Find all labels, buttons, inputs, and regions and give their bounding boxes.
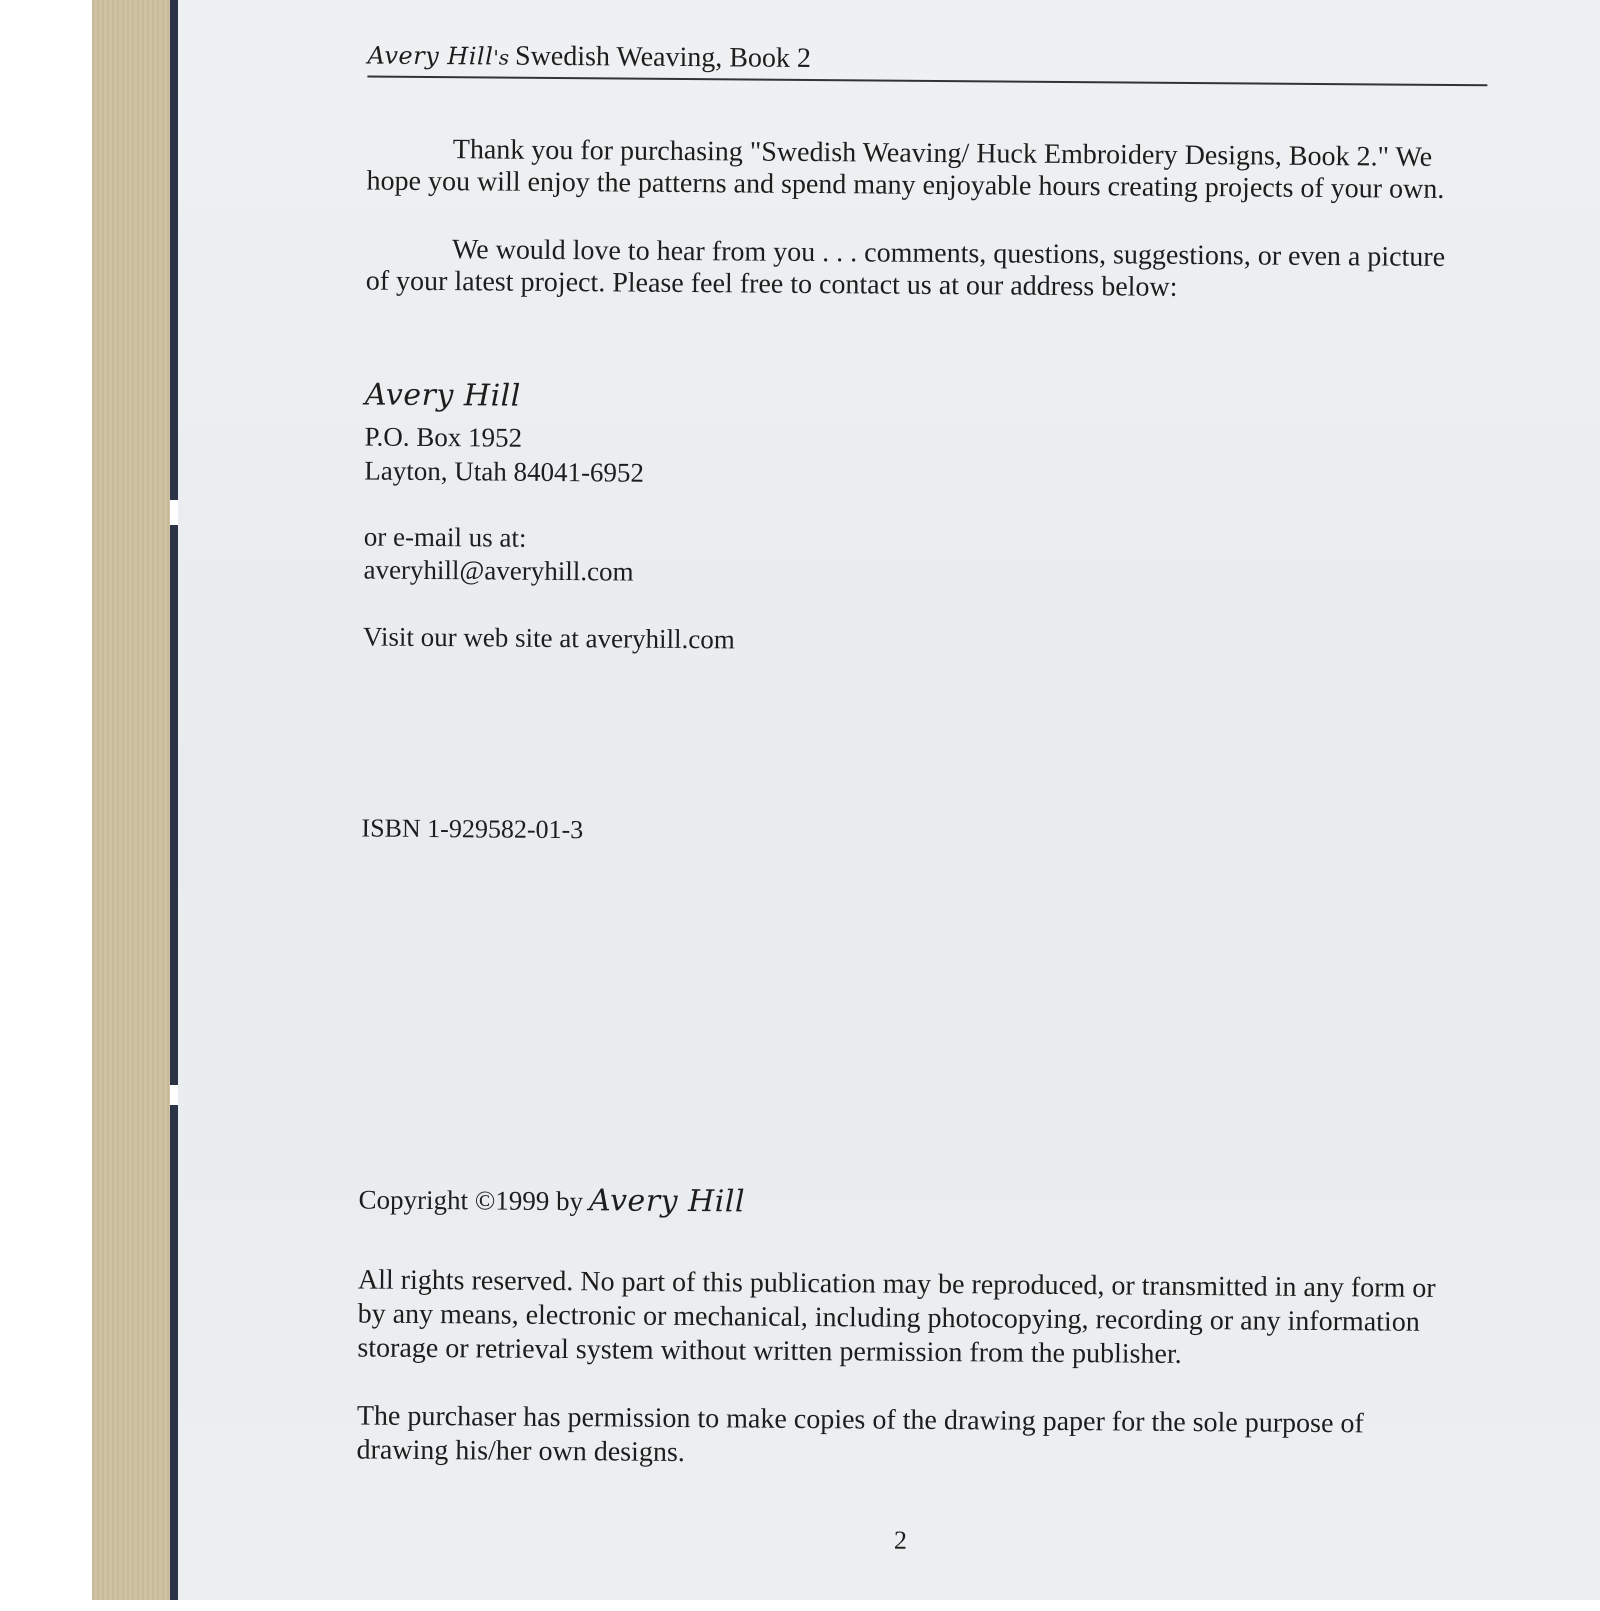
purchaser-note: The purchaser has permission to make copies of the drawing paper for the sole purpose of drawing his/her own designs.	[356, 1400, 1364, 1469]
paragraph-indent	[367, 157, 453, 158]
header-brand-script: Avery Hill	[367, 41, 494, 71]
copyright-text: Copyright ©1999 by	[358, 1184, 584, 1217]
page-number: 2	[893, 1525, 908, 1555]
paragraph-indent	[366, 257, 452, 258]
address-line-1: P.O. Box 1952	[364, 421, 523, 453]
page-content	[165, 0, 1600, 1611]
email-address: averyhill@averyhill.com	[363, 554, 634, 587]
header-title: Swedish Weaving, Book 2	[514, 40, 812, 74]
address-name-script: Avery Hill	[364, 377, 521, 414]
thank-you-paragraph	[366, 133, 1466, 206]
running-header	[367, 39, 1487, 86]
address-line-2: Layton, Utah 84041-6952	[364, 455, 645, 488]
thank-you-text: Thank you for purchasing "Swedish Weaving/ Huck Embroidery Designs, Book 2." We hope you will enjoy the patterns and spend many enjoyable hours creating projects of your own.	[366, 134, 1445, 205]
email-label: or e-mail us at:	[363, 521, 527, 553]
copyright-line	[358, 1181, 745, 1219]
copyright-name-script: Avery Hill	[588, 1183, 746, 1220]
header-brand-suffix: 's	[493, 45, 510, 70]
photo-background	[0, 0, 92, 1600]
rights-paragraph: All rights reserved. No part of this publication may be reproduced, or transmitted in any form or by any means, electronic or mechanical, including photocopying, recording or any information storage or retrieval system without written permission from the publisher.	[357, 1264, 1436, 1370]
isbn: ISBN 1-929582-01-3	[361, 813, 584, 845]
website-line: Visit our web site at averyhill.com	[362, 621, 735, 655]
contact-invite-text: We would love to hear from you . . . comments, questions, suggestions, or even a picture of your latest project. Please feel free to contact us at our address below:	[365, 234, 1446, 303]
contact-invite-paragraph	[366, 233, 1466, 306]
page-stack-edge	[92, 0, 170, 1600]
